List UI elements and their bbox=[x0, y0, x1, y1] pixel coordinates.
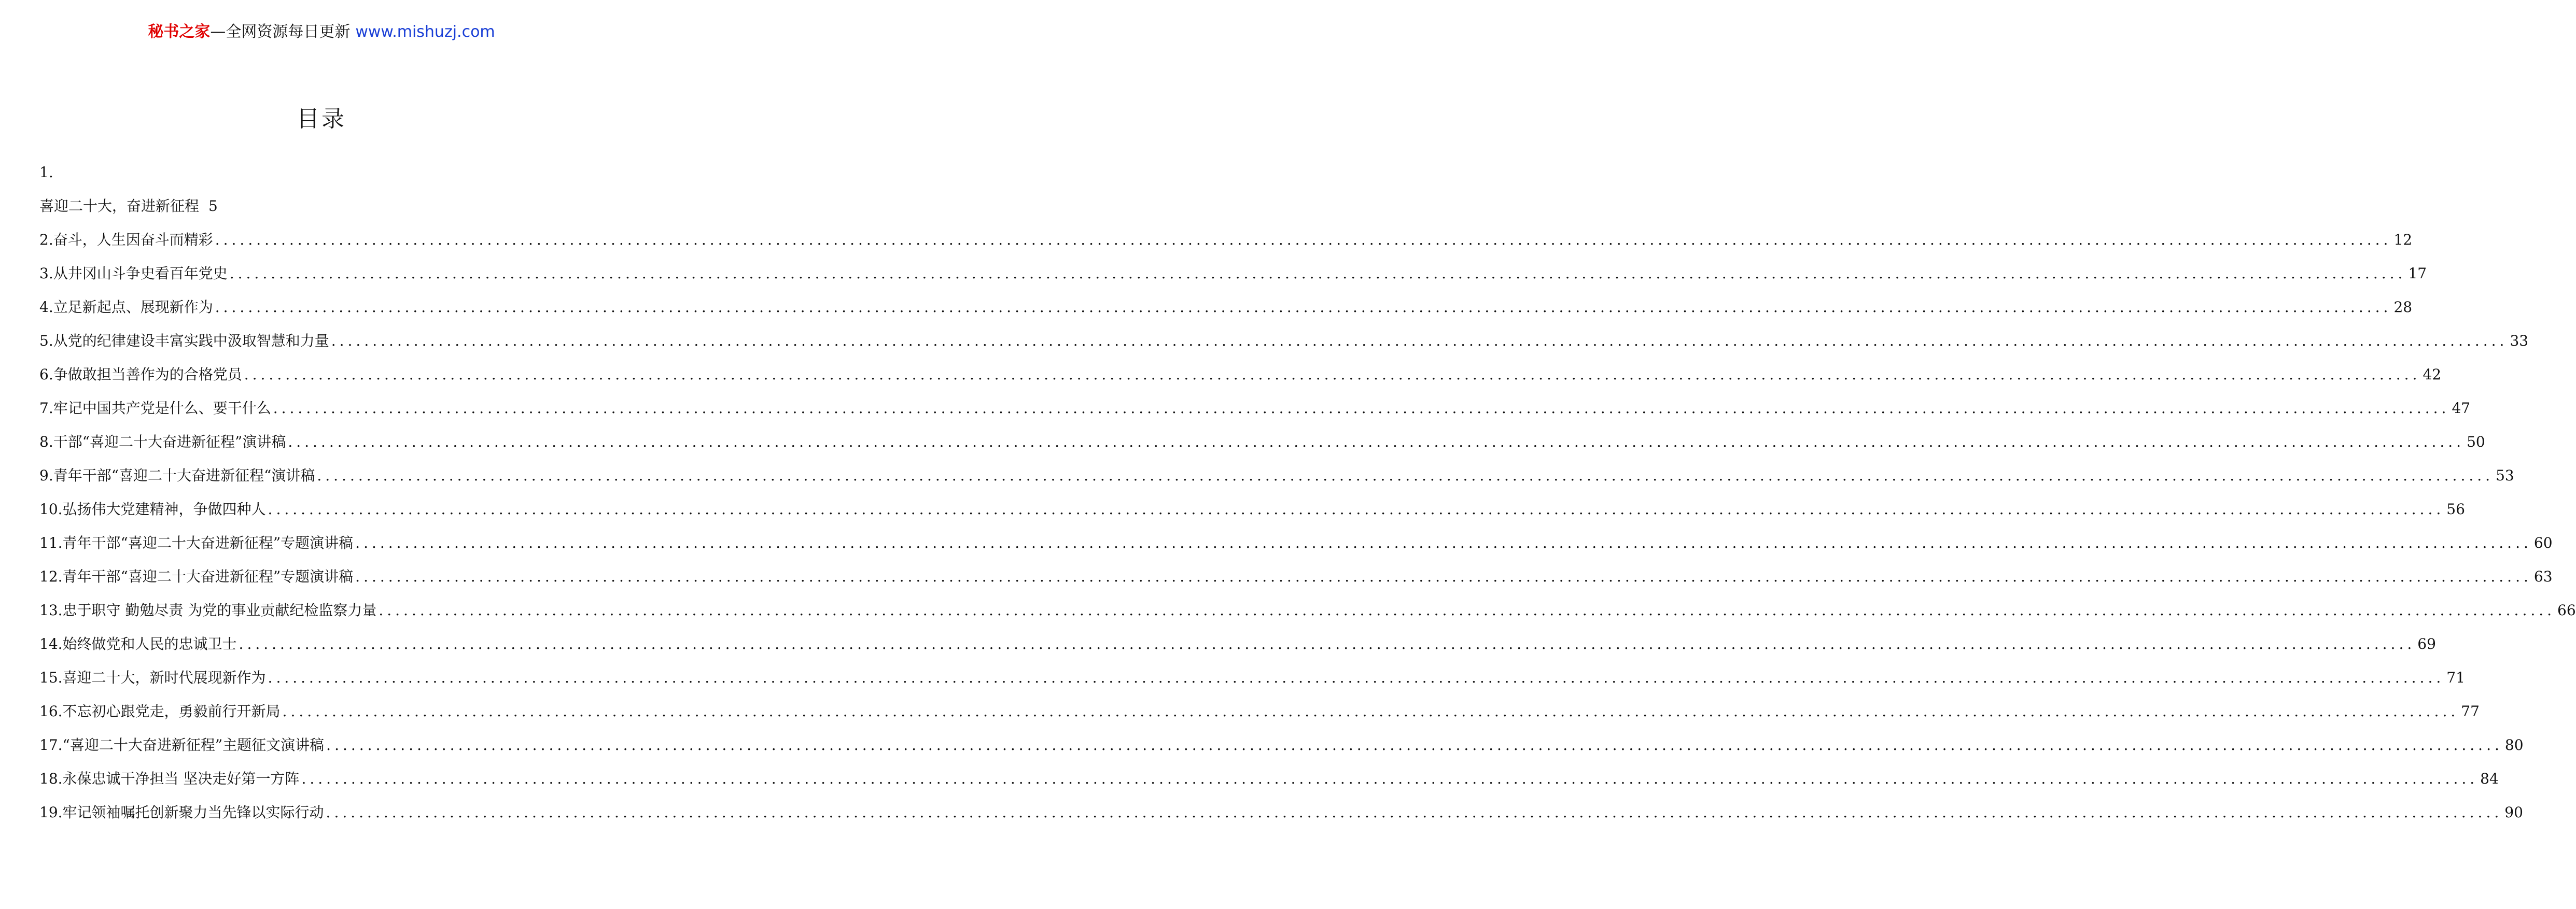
toc-entry[interactable] bbox=[39, 661, 2465, 694]
toc-entry-number: 3. bbox=[39, 265, 53, 282]
toc-entry-page: 80 bbox=[2504, 736, 2524, 754]
toc-entry-page: 50 bbox=[2467, 433, 2485, 450]
toc-title: 目录 bbox=[297, 106, 346, 132]
toc-entry-1-label[interactable] bbox=[39, 189, 605, 223]
toc-entry-number: 13. bbox=[39, 602, 63, 619]
toc-entry-page: 47 bbox=[2452, 400, 2471, 417]
toc-entry-page: 5 bbox=[208, 197, 218, 215]
toc-entry-number: 16. bbox=[39, 703, 63, 720]
toc-entry-label: 弘扬伟大党建精神，争做四种人 bbox=[62, 501, 266, 518]
dot-leader bbox=[239, 627, 2416, 661]
toc-entry-page: 66 bbox=[2557, 602, 2576, 619]
toc-entry[interactable] bbox=[39, 290, 2413, 324]
toc-entry[interactable] bbox=[39, 796, 2523, 829]
brand-name: 秘书之家 bbox=[148, 23, 211, 41]
dot-leader bbox=[215, 223, 2392, 257]
toc-entry-number: 15. bbox=[39, 669, 63, 686]
toc-entry-label: 从党的纪律建设丰富实践中汲取智慧和力量 bbox=[53, 332, 329, 349]
toc-entry-page: 42 bbox=[2423, 366, 2442, 383]
dot-leader bbox=[326, 796, 2503, 829]
site-header bbox=[0, 22, 643, 42]
dot-leader bbox=[326, 728, 2503, 762]
toc-entry-page: 28 bbox=[2393, 299, 2413, 316]
toc-entry[interactable] bbox=[39, 391, 2471, 425]
toc-entry[interactable] bbox=[39, 728, 2524, 762]
toc-entry[interactable] bbox=[39, 223, 2413, 257]
dot-leader bbox=[379, 593, 2555, 627]
toc-entry-label: 青年干部“喜迎二十大奋进新征程”专题演讲稿 bbox=[62, 534, 354, 551]
toc-entry[interactable] bbox=[39, 526, 2553, 560]
dot-leader bbox=[355, 526, 2532, 560]
toc-entry-1-number[interactable]: 1. bbox=[39, 164, 53, 181]
toc-entry[interactable] bbox=[39, 492, 2465, 526]
toc-entry-number: 8. bbox=[39, 433, 53, 450]
toc-entry-page: 56 bbox=[2446, 501, 2465, 518]
toc-entry-page: 84 bbox=[2480, 770, 2499, 787]
toc-entry-number: 14. bbox=[39, 635, 63, 652]
dot-leader bbox=[268, 661, 2445, 694]
toc-entry[interactable] bbox=[39, 257, 2427, 290]
toc-entry[interactable] bbox=[39, 593, 2576, 627]
dot-leader bbox=[230, 257, 2406, 290]
toc-entry-label: 干部“喜迎二十大奋进新征程”演讲稿 bbox=[53, 433, 286, 450]
toc-entry-page: 71 bbox=[2446, 669, 2465, 686]
toc-entry-label: 永葆忠诚干净担当 坚决走好第一方阵 bbox=[62, 770, 300, 787]
toc-entry-page: 77 bbox=[2461, 703, 2480, 720]
toc-entry-number: 4. bbox=[39, 299, 53, 316]
dot-leader bbox=[317, 459, 2494, 492]
toc-entry[interactable] bbox=[39, 358, 2442, 391]
dot-leader bbox=[301, 762, 2478, 796]
header-tagline: —全网资源每日更新 bbox=[210, 23, 351, 41]
toc-entry-number: 12. bbox=[39, 568, 63, 585]
table-of-contents bbox=[39, 155, 2576, 829]
toc-entry-label: 不忘初心跟党走，勇毅前行开新局 bbox=[62, 703, 281, 720]
toc-entry-page: 90 bbox=[2504, 804, 2523, 821]
toc-entry-label: 喜迎二十大，奋进新征程 bbox=[39, 197, 200, 215]
toc-entry[interactable] bbox=[39, 627, 2436, 661]
toc-entry-number: 17. bbox=[39, 736, 63, 754]
toc-entry-label: 喜迎二十大，新时代展现新作为 bbox=[62, 669, 266, 686]
toc-entry[interactable] bbox=[39, 694, 2480, 728]
toc-entry-page: 17 bbox=[2408, 265, 2427, 282]
toc-entry[interactable] bbox=[39, 324, 2529, 358]
dot-leader bbox=[355, 560, 2532, 593]
toc-entry-number: 10. bbox=[39, 501, 63, 518]
toc-entry-page: 33 bbox=[2510, 332, 2529, 349]
toc-entry-label: 牢记中国共产党是什么、要干什么 bbox=[53, 400, 271, 417]
dot-leader bbox=[215, 290, 2392, 324]
toc-entry-label: 争做敢担当善作为的合格党员 bbox=[53, 366, 242, 383]
dot-leader bbox=[244, 358, 2421, 391]
site-url-link[interactable]: www.mishuzj.com bbox=[355, 23, 495, 41]
toc-entry-page: 69 bbox=[2417, 635, 2436, 652]
toc-entry-label: “喜迎二十大奋进新征程”主题征文演讲稿 bbox=[62, 736, 325, 754]
toc-entry-page: 63 bbox=[2533, 568, 2553, 585]
toc-entry-label: 忠于职守 勤勉尽责 为党的事业贡献纪检监察力量 bbox=[62, 602, 377, 619]
toc-entry-list bbox=[39, 223, 2576, 829]
toc-entry-number: 6. bbox=[39, 366, 53, 383]
toc-entry-page: 60 bbox=[2533, 534, 2553, 551]
dot-leader bbox=[273, 391, 2450, 425]
toc-entry-number: 9. bbox=[39, 467, 53, 484]
toc-entry-number: 7. bbox=[39, 400, 53, 417]
toc-entry-label: 始终做党和人民的忠诚卫士 bbox=[62, 635, 237, 652]
toc-entry[interactable] bbox=[39, 560, 2553, 593]
dot-leader bbox=[331, 324, 2508, 358]
toc-entry-number: 2. bbox=[39, 231, 53, 248]
toc-entry[interactable] bbox=[39, 425, 2485, 459]
toc-entry-label: 奋斗，人生因奋斗而精彩 bbox=[53, 231, 213, 248]
dot-leader bbox=[288, 425, 2465, 459]
toc-entry-label: 从井冈山斗争史看百年党史 bbox=[53, 265, 228, 282]
toc-entry-label: 青年干部“喜迎二十大奋进新征程”专题演讲稿 bbox=[62, 568, 354, 585]
toc-entry-label: 青年干部“喜迎二十大奋进新征程“演讲稿 bbox=[53, 467, 315, 484]
toc-entry-label: 立足新起点、展现新作为 bbox=[53, 299, 213, 316]
toc-entry-page: 53 bbox=[2496, 467, 2514, 484]
toc-entry-page: 12 bbox=[2393, 231, 2413, 248]
toc-entry-number: 18. bbox=[39, 770, 63, 787]
toc-entry[interactable] bbox=[39, 762, 2499, 796]
toc-entry-number: 5. bbox=[39, 332, 53, 349]
toc-entry-number: 19. bbox=[39, 804, 63, 821]
toc-entry-label: 牢记领袖嘱托创新聚力当先锋以实际行动 bbox=[62, 804, 324, 821]
toc-entry-number: 11. bbox=[39, 534, 63, 551]
dot-leader bbox=[268, 492, 2445, 526]
toc-entry[interactable] bbox=[39, 459, 2514, 492]
dot-leader bbox=[283, 694, 2459, 728]
